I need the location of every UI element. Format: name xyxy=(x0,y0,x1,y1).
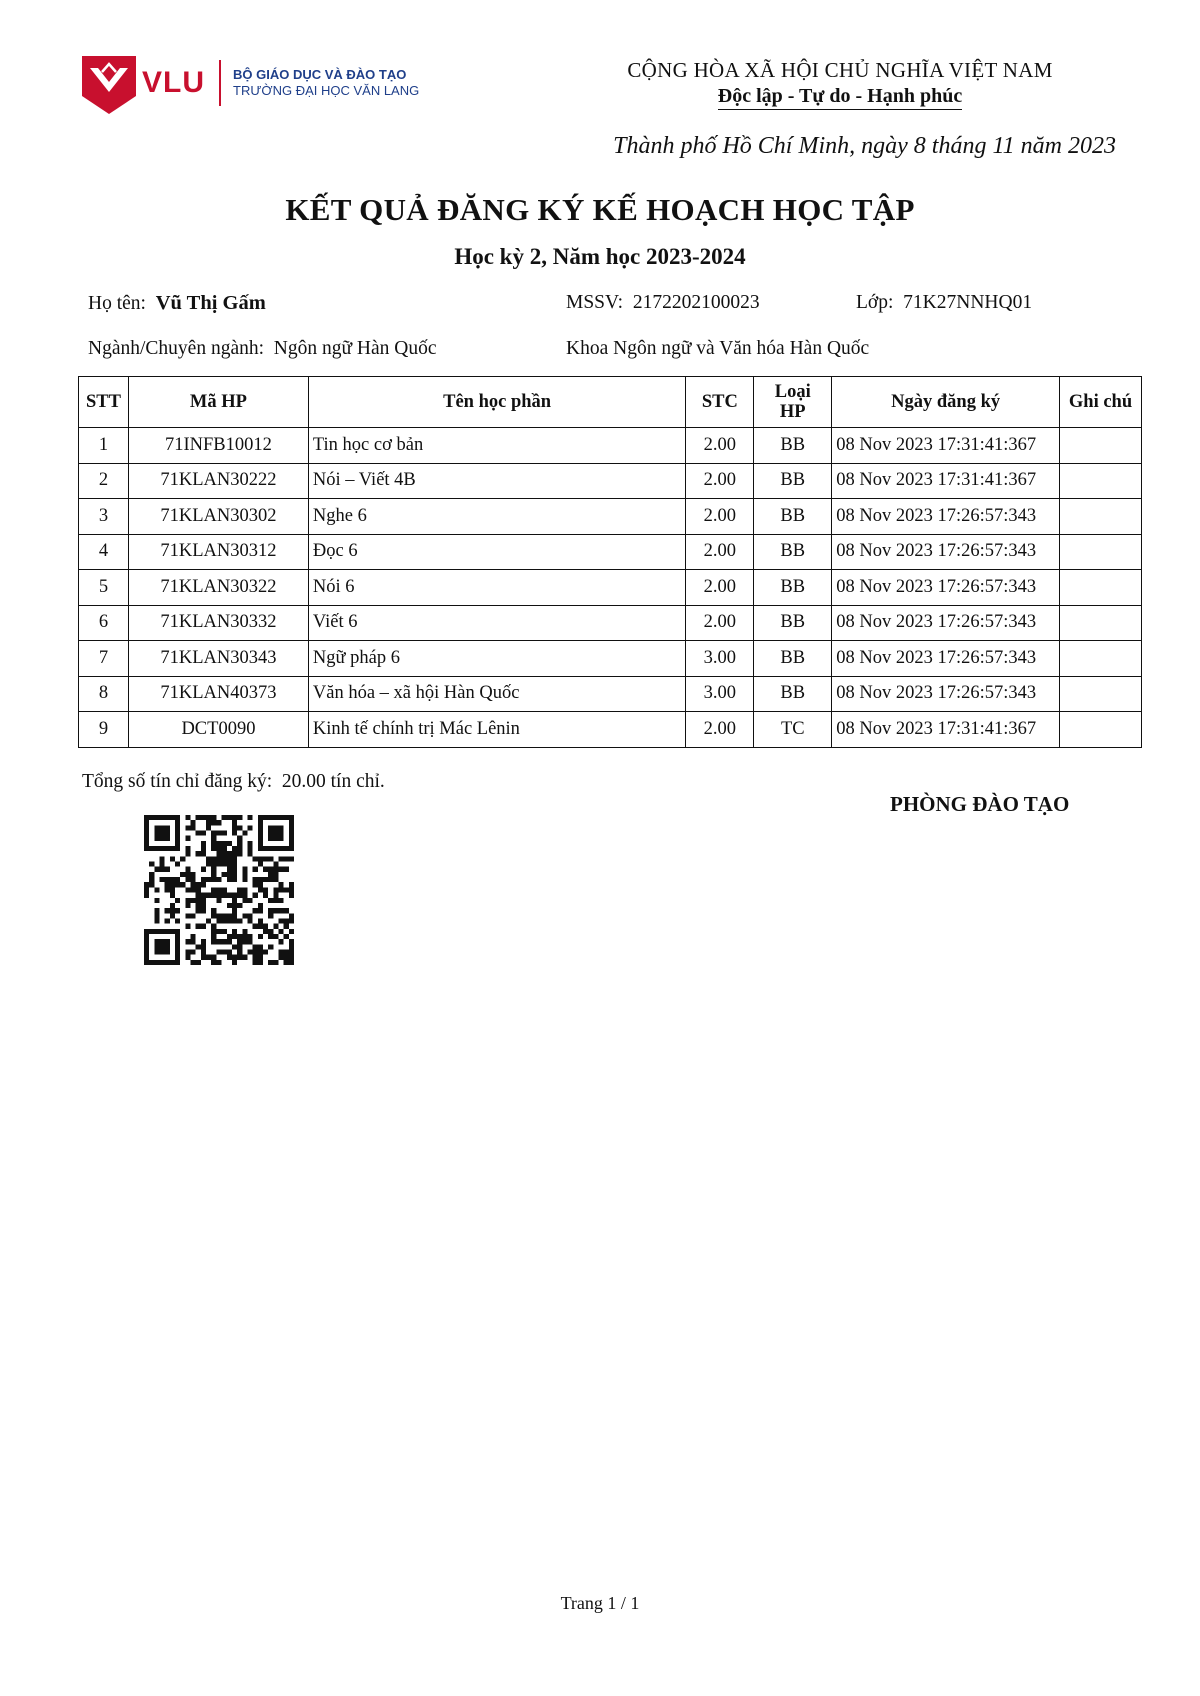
cell-type: BB xyxy=(754,641,832,677)
cell-name: Văn hóa – xã hội Hàn Quốc xyxy=(308,676,685,712)
cell-note xyxy=(1060,463,1142,499)
cell-note xyxy=(1060,641,1142,677)
name-label: Họ tên: xyxy=(88,293,146,314)
cell-name: Kinh tế chính trị Mác Lênin xyxy=(308,712,685,748)
cell-credits: 2.00 xyxy=(686,605,754,641)
table-row xyxy=(79,676,1142,712)
cell-code: DCT0090 xyxy=(128,712,308,748)
cell-date: 08 Nov 2023 17:26:57:343 xyxy=(832,499,1060,535)
cell-code: 71KLAN30312 xyxy=(128,534,308,570)
header-date: Ngày đăng ký xyxy=(832,377,1060,428)
cell-credits: 2.00 xyxy=(686,712,754,748)
page-number: Trang 1 / 1 xyxy=(560,1593,640,1613)
total-credits xyxy=(82,771,385,793)
university-logo xyxy=(82,52,422,114)
organization-name xyxy=(233,67,419,99)
header-note: Ghi chú xyxy=(1060,377,1142,428)
cell-code: 71KLAN30222 xyxy=(128,463,308,499)
faculty-field: Khoa Ngôn ngữ và Văn hóa Hàn Quốc xyxy=(566,338,870,359)
office-signature: PHÒNG ĐÀO TẠO xyxy=(890,792,1070,816)
nation-name: CỘNG HÒA XÃ HỘI CHỦ NGHĨA VIỆT NAM xyxy=(627,58,1053,82)
table-row xyxy=(79,428,1142,464)
cell-credits: 3.00 xyxy=(686,676,754,712)
vlu-logo-icon xyxy=(82,52,136,114)
cell-name: Tin học cơ bản xyxy=(308,428,685,464)
student-class-field xyxy=(856,292,1032,314)
cell-stt: 9 xyxy=(79,712,129,748)
cell-date: 08 Nov 2023 17:26:57:343 xyxy=(832,676,1060,712)
table-row xyxy=(79,570,1142,606)
cell-date: 08 Nov 2023 17:31:41:367 xyxy=(832,463,1060,499)
cell-stt: 1 xyxy=(79,428,129,464)
table-row xyxy=(79,463,1142,499)
cell-note xyxy=(1060,712,1142,748)
cell-credits: 2.00 xyxy=(686,534,754,570)
cell-credits: 2.00 xyxy=(686,428,754,464)
cell-type: BB xyxy=(754,428,832,464)
cell-date: 08 Nov 2023 17:26:57:343 xyxy=(832,534,1060,570)
header-type xyxy=(754,377,832,428)
cell-type: BB xyxy=(754,570,832,606)
header-stt: STT xyxy=(79,377,129,428)
national-motto: Độc lập - Tự do - Hạnh phúc xyxy=(718,85,962,110)
cell-type: BB xyxy=(754,605,832,641)
document-title: KẾT QUẢ ĐĂNG KÝ KẾ HOẠCH HỌC TẬP xyxy=(285,192,915,227)
cell-code: 71KLAN30322 xyxy=(128,570,308,606)
cell-type: BB xyxy=(754,463,832,499)
student-name: Vũ Thị Gấm xyxy=(155,292,266,314)
table-row xyxy=(79,499,1142,535)
table-row xyxy=(79,534,1142,570)
logo-text: VLU xyxy=(142,66,205,99)
cell-type: TC xyxy=(754,712,832,748)
total-value: 20.00 tín chỉ. xyxy=(281,771,385,792)
course-table xyxy=(78,376,1142,748)
major-field xyxy=(88,338,437,360)
cell-credits: 2.00 xyxy=(686,570,754,606)
table-row xyxy=(79,605,1142,641)
cell-note xyxy=(1060,605,1142,641)
cell-date: 08 Nov 2023 17:26:57:343 xyxy=(832,570,1060,606)
student-major: Ngôn ngữ Hàn Quốc xyxy=(273,338,437,359)
header-name: Tên học phần xyxy=(308,377,685,428)
cell-code: 71KLAN30343 xyxy=(128,641,308,677)
cell-type: BB xyxy=(754,499,832,535)
cell-stt: 4 xyxy=(79,534,129,570)
cell-stt: 5 xyxy=(79,570,129,606)
major-label: Ngành/Chuyên ngành: xyxy=(88,338,265,359)
student-id: 2172202100023 xyxy=(632,292,760,313)
cell-note xyxy=(1060,428,1142,464)
cell-stt: 3 xyxy=(79,499,129,535)
student-name-field xyxy=(88,292,266,315)
header-code: Mã HP xyxy=(128,377,308,428)
cell-note xyxy=(1060,534,1142,570)
table-row xyxy=(79,712,1142,748)
class-label: Lớp: xyxy=(856,292,894,313)
cell-name: Viết 6 xyxy=(308,605,685,641)
cell-name: Ngữ pháp 6 xyxy=(308,641,685,677)
cell-name: Đọc 6 xyxy=(308,534,685,570)
ministry-name: BỘ GIÁO DỤC VÀ ĐÀO TẠO xyxy=(233,67,407,82)
document-subtitle: Học kỳ 2, Năm học 2023-2024 xyxy=(454,244,746,269)
cell-type: BB xyxy=(754,534,832,570)
cell-stt: 6 xyxy=(79,605,129,641)
header-credits: STC xyxy=(686,377,754,428)
cell-date: 08 Nov 2023 17:26:57:343 xyxy=(832,605,1060,641)
cell-code: 71KLAN40373 xyxy=(128,676,308,712)
cell-code: 71INFB10012 xyxy=(128,428,308,464)
cell-date: 08 Nov 2023 17:26:57:343 xyxy=(832,641,1060,677)
cell-credits: 2.00 xyxy=(686,463,754,499)
header-type-line1: Loại xyxy=(774,382,811,402)
header-type-line2: HP xyxy=(779,402,806,422)
cell-date: 08 Nov 2023 17:31:41:367 xyxy=(832,712,1060,748)
cell-date: 08 Nov 2023 17:31:41:367 xyxy=(832,428,1060,464)
logo-divider xyxy=(219,60,221,106)
cell-note xyxy=(1060,676,1142,712)
id-label: MSSV: xyxy=(566,292,624,313)
qr-code-icon xyxy=(144,815,294,965)
university-name: TRƯỜNG ĐẠI HỌC VĂN LANG xyxy=(233,83,420,98)
student-class: 71K27NNHQ01 xyxy=(903,292,1033,313)
student-id-field xyxy=(566,292,760,314)
cell-stt: 7 xyxy=(79,641,129,677)
cell-code: 71KLAN30302 xyxy=(128,499,308,535)
cell-stt: 2 xyxy=(79,463,129,499)
cell-name: Nghe 6 xyxy=(308,499,685,535)
national-header xyxy=(560,58,1120,110)
total-label: Tổng số tín chỉ đăng ký: xyxy=(82,771,273,792)
cell-credits: 2.00 xyxy=(686,499,754,535)
table-row xyxy=(79,641,1142,677)
cell-type: BB xyxy=(754,676,832,712)
cell-stt: 8 xyxy=(79,676,129,712)
date-line: Thành phố Hồ Chí Minh, ngày 8 tháng 11 năm 2023 xyxy=(613,133,1116,159)
cell-note xyxy=(1060,499,1142,535)
cell-name: Nói 6 xyxy=(308,570,685,606)
cell-name: Nói – Viết 4B xyxy=(308,463,685,499)
cell-note xyxy=(1060,570,1142,606)
table-header-row xyxy=(79,377,1142,428)
cell-code: 71KLAN30332 xyxy=(128,605,308,641)
cell-credits: 3.00 xyxy=(686,641,754,677)
